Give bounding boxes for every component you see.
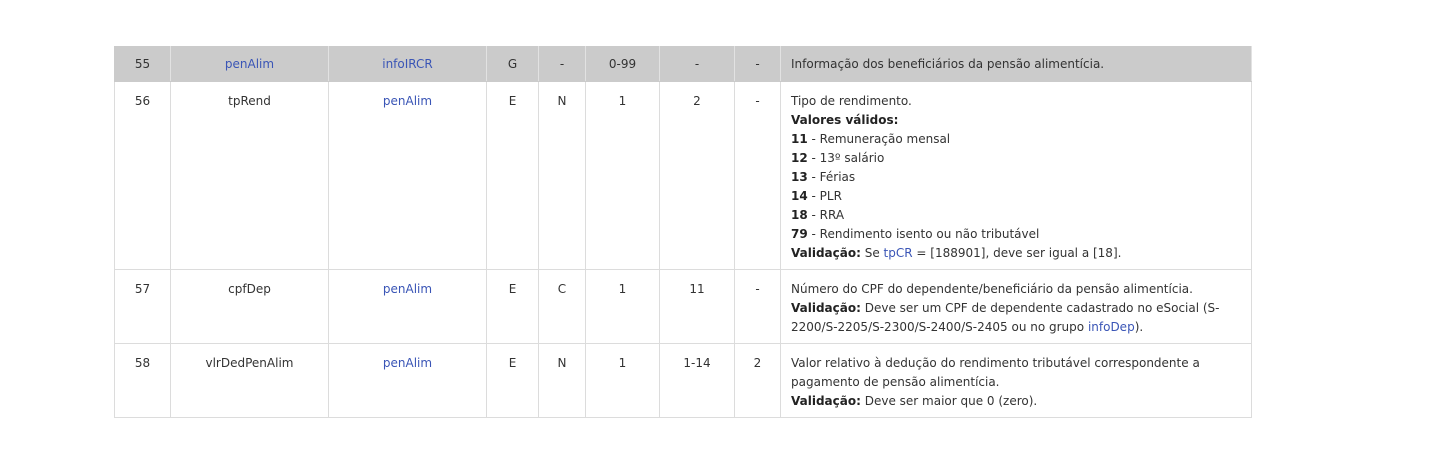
valid-value-item — [791, 168, 1241, 187]
element-cell: G — [487, 47, 539, 82]
field-name-cell: tpRend — [171, 82, 329, 270]
validation-text — [791, 244, 1241, 263]
type-cell: C — [539, 270, 586, 344]
field-name-cell: vlrDedPenAlim — [171, 344, 329, 418]
valid-value-text: - Remuneração mensal — [807, 132, 951, 146]
valid-value-text: - RRA — [807, 208, 845, 222]
valid-value-text: - Rendimento isento ou não tributável — [807, 227, 1040, 241]
description-cell — [781, 47, 1252, 82]
size-cell: 2 — [660, 82, 735, 270]
decimals-cell: - — [735, 47, 781, 82]
seq-cell: 57 — [115, 270, 171, 344]
parent-link[interactable]: penAlim — [382, 282, 433, 296]
validation-pre: Deve ser um CPF de dependente cadastrado no eSocial (S-2200/S-2205/S-2300/S-2400/S-2405 ou no grupo — [791, 301, 1220, 334]
size-cell: - — [660, 47, 735, 82]
field-name-cell: cpfDep — [171, 270, 329, 344]
valid-value-text: - Férias — [807, 170, 856, 184]
table-row — [115, 47, 1252, 82]
validation-post: ). — [1134, 320, 1144, 334]
valid-value-item — [791, 187, 1241, 206]
decimals-cell: - — [735, 82, 781, 270]
description-text: Tipo de rendimento. — [791, 94, 912, 108]
table-row — [115, 270, 1252, 344]
validation-pre: Se — [860, 246, 884, 260]
element-cell: E — [487, 82, 539, 270]
description-cell — [781, 344, 1252, 418]
valid-value-code: 12 — [791, 151, 808, 165]
valid-value-item — [791, 206, 1241, 225]
description-cell — [781, 270, 1252, 344]
valid-value-text: - PLR — [807, 189, 842, 203]
description-text: Informação dos beneficiários da pensão alimentícia. — [791, 57, 1105, 71]
validation-post: = [188901], deve ser igual a [18]. — [912, 246, 1122, 260]
validation-link[interactable]: tpCR — [883, 246, 913, 260]
seq-cell: 56 — [115, 82, 171, 270]
validation-body: Deve ser maior que 0 (zero). — [860, 394, 1038, 408]
table-row — [115, 344, 1252, 418]
field-name-link[interactable]: penAlim — [224, 57, 275, 71]
size-cell: 11 — [660, 270, 735, 344]
decimals-cell: 2 — [735, 344, 781, 418]
valid-value-item — [791, 130, 1241, 149]
field-name-cell — [171, 47, 329, 82]
valid-value-code: 14 — [791, 189, 808, 203]
seq-cell: 55 — [115, 47, 171, 82]
validation-text — [791, 299, 1241, 337]
element-cell: E — [487, 344, 539, 418]
validation-label: Validação: — [791, 394, 861, 408]
valid-value-item — [791, 149, 1241, 168]
validation-label: Validação: — [791, 246, 861, 260]
description-text: Número do CPF do dependente/beneficiário da pensão alimentícia. — [791, 282, 1193, 296]
validation-text — [791, 392, 1241, 411]
description-text: Valor relativo à dedução do rendimento tributável correspondente a pagamento de pensão alimentícia. — [791, 356, 1200, 389]
valid-values-label: Valores válidos: — [791, 113, 899, 127]
parent-link[interactable]: penAlim — [382, 356, 433, 370]
description-cell — [781, 82, 1252, 270]
valid-value-code: 18 — [791, 208, 808, 222]
fields-table — [114, 46, 1252, 418]
table-row — [115, 82, 1252, 270]
validation-label: Validação: — [791, 301, 861, 315]
validation-link[interactable]: infoDep — [1087, 320, 1135, 334]
valid-value-item — [791, 225, 1241, 244]
seq-cell: 58 — [115, 344, 171, 418]
occurrence-cell: 0-99 — [586, 47, 660, 82]
element-cell: E — [487, 270, 539, 344]
valid-value-code: 11 — [791, 132, 808, 146]
parent-cell — [329, 270, 487, 344]
type-cell: - — [539, 47, 586, 82]
parent-cell — [329, 344, 487, 418]
occurrence-cell: 1 — [586, 82, 660, 270]
valid-value-code: 13 — [791, 170, 808, 184]
type-cell: N — [539, 82, 586, 270]
parent-cell — [329, 82, 487, 270]
valid-value-code: 79 — [791, 227, 808, 241]
occurrence-cell: 1 — [586, 270, 660, 344]
type-cell: N — [539, 344, 586, 418]
valid-value-text: - 13º salário — [807, 151, 885, 165]
parent-link[interactable]: infoIRCR — [382, 57, 433, 71]
parent-link[interactable]: penAlim — [382, 94, 433, 108]
decimals-cell: - — [735, 270, 781, 344]
occurrence-cell: 1 — [586, 344, 660, 418]
size-cell: 1-14 — [660, 344, 735, 418]
parent-cell — [329, 47, 487, 82]
